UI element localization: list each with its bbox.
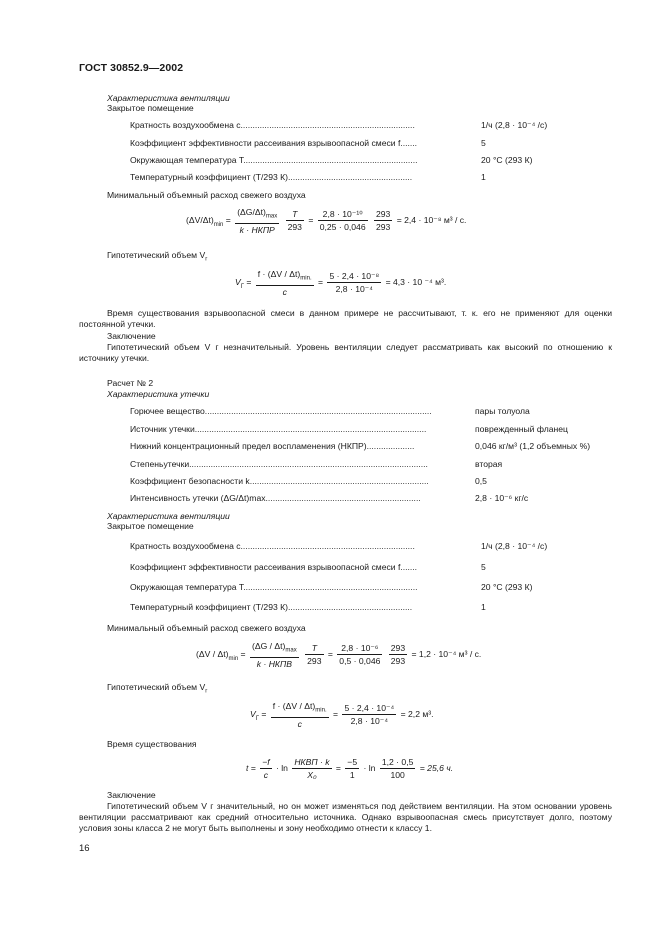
min-flow-formula: $(\Delta V / \Delta t)_{min}$ = $\frac{(\Delta G / \Delta t)_{max}}{\text{k · НКПВ}}$ $\frac{T}{293}$ = $\frac{\text{2,8 · 10⁻⁶}}{0,5 \cdot 0,046}$ $\frac{293}{293}$ = 1,2 · 10⁻⁴ м³ / с. bbox=[196, 641, 482, 669]
leak-value: пары толуола bbox=[475, 406, 530, 416]
page-number: 16 bbox=[79, 843, 90, 854]
param-value: 1/ч (2,8 · 10⁻⁴ /с) bbox=[481, 541, 548, 551]
min-flow-title: Минимальный объемный расход свежего воздуха bbox=[107, 623, 306, 633]
fraction: $\frac{\text{5 · 2,4 · 10⁻⁴}}{\text{2,8 · 10⁻⁴}}$ bbox=[344, 703, 395, 727]
param-label: Коэффициент эффективности рассеивания взрывоопасной смеси f....... bbox=[130, 138, 418, 148]
leak-label: Горючее вещество............................................................................................... bbox=[130, 406, 432, 416]
room-subheading: Закрытое помещение bbox=[107, 521, 194, 531]
param-value: 1 bbox=[481, 172, 486, 182]
fraction: $\frac{f \cdot (\Delta V / \Delta t)_{min.}}{c}$ bbox=[272, 701, 327, 729]
leak-value: поврежденный фланец bbox=[475, 424, 568, 434]
min-flow-formula: $(\Delta V/\Delta t)_{min}$ = $\frac{(\Delta G/\Delta t)_{max}}{\text{k · НКПР}}$ $\frac{T}{293}$ = $\frac{\text{2,8 · 10⁻¹⁰}}{0,25 \cdot 0,046}$ $\frac{293}{293}$ = 2,4 · 10⁻⁸ м³ / с. bbox=[186, 207, 467, 235]
fraction: $\frac{\text{2,8 · 10⁻⁶}}{0,5 \cdot 0,046}$ bbox=[339, 643, 381, 667]
fraction: $\frac{\text{5 · 2,4 · 10⁻⁸}}{\text{2,8 · 10⁻⁴}}$ bbox=[329, 271, 380, 295]
leak-value: 0,5 bbox=[475, 476, 487, 486]
calc-title: Расчет № 2 bbox=[107, 378, 154, 388]
param-label: Кратность воздухообмена c......................................................................... bbox=[130, 541, 415, 551]
existence-paragraph: Время существования взрывоопасной смеси в данном примере не рассчитывают, т. к. его не применяют для оценки постоянной утечки. bbox=[79, 308, 612, 329]
param-label: Температурный коэффициент (T/293 К).................................................... bbox=[130, 602, 413, 612]
leak-label: Степеньутечки.................................................................................................... bbox=[130, 459, 428, 469]
param-label: Кратность воздухообмена c......................................................................... bbox=[130, 120, 415, 130]
volume-title: Гипотетический объем $V_г$ bbox=[107, 682, 208, 695]
param-value: 20 °С (293 К) bbox=[481, 155, 533, 165]
leak-label: Коэффициент безопасности k........................................................................... bbox=[130, 476, 429, 486]
ventilation-heading: Характеристика вентиляции bbox=[107, 93, 230, 103]
param-label: Окружающая температура T......................................................................... bbox=[130, 582, 418, 592]
volume-formula: $V_Г$ = $\frac{f \cdot (\Delta V / \Delta t)_{min.}}{c}$ = $\frac{\text{5 · 2,4 · 10⁻⁴}}{\text{2,8 · 10⁻⁴}}$ = 2,2 м³. bbox=[250, 701, 434, 729]
leak-value: 2,8 · 10⁻⁶ кг/с bbox=[475, 493, 529, 503]
leak-label: Нижний концентрационный предел воспламенения (НКПР).................... bbox=[130, 441, 415, 451]
document-header: ГОСТ 30852.9—2002 bbox=[79, 62, 184, 74]
time-formula: t = $\frac{-f}{c}$ · ln $\frac{\text{НКВП · k}}{\text{X₀}}$ = $\frac{-5}{1}$ · ln $\frac{1,2 \cdot 0,5}{100}$ = 25,6 ч. bbox=[246, 757, 454, 780]
room-subheading: Закрытое помещение bbox=[107, 103, 194, 113]
fraction: $\frac{293}{293}$ bbox=[376, 209, 391, 233]
fraction: $\frac{-f}{c}$ bbox=[262, 757, 270, 780]
conclusion-title: Заключение bbox=[107, 331, 156, 341]
min-flow-title: Минимальный объемный расход свежего воздуха bbox=[107, 190, 306, 200]
fraction: $\frac{293}{293}$ bbox=[390, 643, 406, 667]
fraction: $\frac{T}{293}$ bbox=[307, 643, 322, 667]
fraction: $\frac{-5}{1}$ bbox=[347, 757, 358, 780]
leak-value: 0,046 кг/м³ (1,2 объемных %) bbox=[475, 441, 591, 451]
fraction: $\frac{1,2 \cdot 0,5}{100}$ bbox=[381, 757, 414, 780]
fraction: $\frac{\text{2,8 · 10⁻¹⁰}}{0,25 \cdot 0,046}$ bbox=[319, 209, 366, 233]
param-label: Окружающая температура T......................................................................... bbox=[130, 155, 418, 165]
conclusion-title: Заключение bbox=[107, 790, 156, 800]
param-label: Температурный коэффициент (T/293 К).................................................... bbox=[130, 172, 413, 182]
param-value: 5 bbox=[481, 138, 486, 148]
ventilation-heading: Характеристика вентиляции bbox=[107, 511, 230, 521]
leak-label: Источник утечки................................................................................................. bbox=[130, 424, 427, 434]
param-value: 20 °С (293 К) bbox=[481, 582, 533, 592]
time-title: Время существования bbox=[107, 739, 197, 749]
param-value: 5 bbox=[481, 562, 486, 572]
conclusion-paragraph: Гипотетический объем V г значительный, но он может изменяться под действием вентиляции. На этом основании уровень вентиляции рассматривают как средний относительно источника. Однако взрывоопасная смесь присутствует долго, поэтому условия зоны класса 2 не могут быть выполнены и зону необходимо отнести к классу 1. bbox=[79, 801, 612, 833]
param-value: 1/ч (2,8 · 10⁻⁴ /с) bbox=[481, 120, 548, 130]
param-label: Коэффициент эффективности рассеивания взрывоопасной смеси f....... bbox=[130, 562, 418, 572]
leak-heading: Характеристика утечки bbox=[107, 389, 210, 399]
fraction: $\frac{(\Delta G/\Delta t)_{max}}{\text{k · НКПР}}$ bbox=[237, 207, 278, 235]
param-value: 1 bbox=[481, 602, 486, 612]
fraction: $\frac{\text{НКВП · k}}{\text{X₀}}$ bbox=[294, 757, 330, 780]
fraction: $\frac{f \cdot (\Delta V / \Delta t)_{min.}}{c}$ bbox=[257, 269, 312, 297]
leak-label: Интенсивность утечки (ΔG/Δt)max................................................................. bbox=[130, 493, 421, 503]
conclusion-paragraph: Гипотетический объем V г незначительный. Уровень вентиляции следует рассматривать как высокий по отношению к источнику утечки. bbox=[79, 342, 612, 363]
fraction: $\frac{(\Delta G / \Delta t)_{max}}{\text{k · НКПВ}}$ bbox=[251, 641, 297, 669]
volume-title: Гипотетический объем $V_г$ bbox=[107, 250, 208, 263]
leak-value: вторая bbox=[475, 459, 503, 469]
volume-formula: $V_Г$ = $\frac{f \cdot (\Delta V / \Delta t)_{min.}}{c}$ = $\frac{\text{5 · 2,4 · 10⁻⁸}}{\text{2,8 · 10⁻⁴}}$ = 4,3 · 10 ⁻⁴ м³. bbox=[235, 269, 447, 297]
fraction: $\frac{T}{293}$ bbox=[287, 209, 302, 233]
